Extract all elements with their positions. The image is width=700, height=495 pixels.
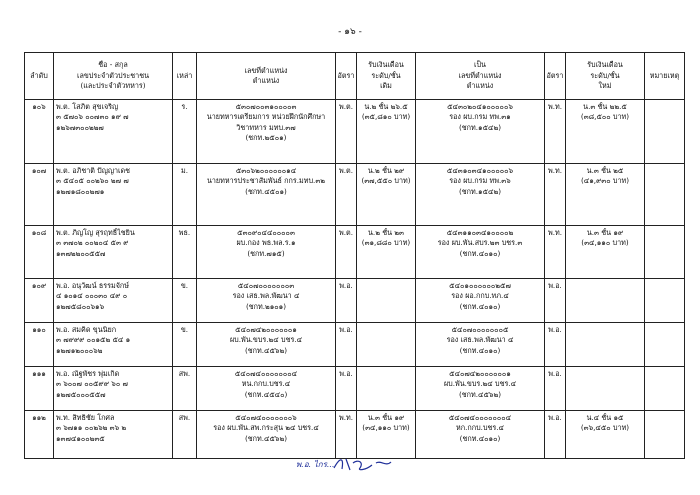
cell-new-rate: พ.อ. [545, 279, 566, 323]
cell-new-rate: พ.ท. [545, 100, 566, 164]
cell-remarks [645, 323, 685, 367]
cell-corps: ข. [173, 279, 197, 323]
cell-corps: ข. [173, 323, 197, 367]
table-row [25, 279, 685, 323]
cell-position: ๕๔๐๗๔๐๐๐๐๐๐๐๔ หน.กกบ.บชร.๔ (ชกท.๔๕๔๐) [197, 367, 336, 411]
cell-remarks [645, 100, 685, 164]
header-old-salary: รับเงินเดือน ระดับ/ชั้น เดิม [357, 53, 416, 100]
header-rate: อัตรา [336, 53, 357, 100]
cell-position: ๕๔๐๗๔๒๐๐๐๐๐๐๑ ผบ.พัน.ขบร.๒๔ บชร.๔ (ชกท.๔๕๖๒) [197, 323, 336, 367]
cell-new-salary [566, 367, 645, 411]
table-row [25, 164, 685, 226]
cell-name: พ.ท. สิทธิชัย โกศล ๓ ๖๗๑๑ ๐๐๒๖๒ ๓๖ ๒ ๑๓๗๔๑๐๐๒๓๕ [54, 411, 173, 459]
cell-new-salary [566, 323, 645, 367]
cell-rate: พ.ต. [336, 100, 357, 164]
header-position: เลขที่ตำแหน่ง ตำแหน่ง [197, 53, 336, 100]
cell-position: ๕๓๐๖๒๐๐๐๐๐๐๑๔ นายทหารประชาสัมพันธ์ กกร.มทบ.๓๒ (ชกท.๔๕๐๑) [197, 164, 336, 226]
cell-new-rate: พ.ท. [545, 164, 566, 226]
cell-position: ๕๓๐๗๐๐๓๑๐๐๐๐๓ นายทหารเตรียมการ หน่วยฝึกนักศึกษา วิชาทหาร มทบ.๓๗ (ชกท.๒๕๐๑) [197, 100, 336, 164]
table-row [25, 411, 685, 459]
cell-new-position: ๕๔๓๑๐๓๔๑๐๐๐๐๐๖ รอง ผบ.กรม ทพ.๓๖ (ชกท.๑๕๔๒) [416, 164, 545, 226]
cell-remarks [645, 226, 685, 279]
cell-old-salary [357, 279, 416, 323]
cell-name: พ.อ. ณัฐพัชร พุ่มเกิด ๓ ๖๐๐๗ ๐๐๕๙๙ ๖๐ ๗ ๑๒๗๕๐๐๐๕๕๗ [54, 367, 173, 411]
cell-rate: พ.ท. [336, 411, 357, 459]
cell-rate: พ.อ. [336, 367, 357, 411]
cell-seq: ๑๑๐ [25, 323, 54, 367]
table-row [25, 226, 685, 279]
cell-corps: สพ. [173, 411, 197, 459]
cell-seq: ๑๑๒ [25, 411, 54, 459]
cell-new-rate: พ.อ. [545, 323, 566, 367]
signature-text: พ.อ. ไกร... [296, 460, 335, 469]
cell-name: พ.ต. ภิญโญ สุรฤทธิ์ไชยิน ๓ ๓๗๐๒ ๐๐๒๐๔ ๕๓ ๙ ๑๓๗๒๒๐๐๕๕๗ [54, 226, 173, 279]
cell-seq: ๑๐๘ [25, 226, 54, 279]
cell-new-position: ๕๔๐๗๐๐๐๐๐๐๐๕ รอง เสธ.พล.พัฒนา ๔ (ชกท.๔๐๑๐) [416, 323, 545, 367]
cell-old-salary [357, 367, 416, 411]
cell-seq: ๑๐๖ [25, 100, 54, 164]
cell-rate: พ.ต. [336, 164, 357, 226]
cell-position: ๕๔๐๗๔๐๐๐๐๐๐๐๖ รอง ผบ.พัน.สพ.กระสุน ๒๔ บชร.๔ (ชกท.๔๕๖๒) [197, 411, 336, 459]
cell-new-salary: น.๔ ชั้น ๑๕ (๓๖,๔๕๐ บาท) [566, 411, 645, 459]
cell-new-position: ๕๔๓๐๒๐๔๑๐๐๐๐๐๖ รอง ผบ.กรม ทพ.๓๑ (ชกท.๑๕๔๒) [416, 100, 545, 164]
cell-seq: ๑๐๗ [25, 164, 54, 226]
header-new-position: เป็น เลขที่ตำแหน่ง ตำแหน่ง [416, 53, 545, 100]
cell-old-salary: น.๒ ชั้น ๒๖.๕ (๓๕,๘๑๐ บาท) [357, 100, 416, 164]
table-row [25, 367, 685, 411]
cell-remarks [645, 411, 685, 459]
cell-corps: ม. [173, 164, 197, 226]
cell-new-salary [566, 279, 645, 323]
cell-remarks [645, 164, 685, 226]
cell-new-position: ๕๔๓๑๑๐๓๔๑๐๐๐๐๒ รอง ผบ.พัน.สบร.๒๓ บชร.๓ (ชกท.๔๐๑๐) [416, 226, 545, 279]
header-new-salary: รับเงินเดือน ระดับ/ชั้น ใหม่ [566, 53, 645, 100]
cell-rate: พ.อ. [336, 279, 357, 323]
cell-position: ๕๔๐๗๐๐๐๐๐๐๐๓ รอง เสธ.พล.พัฒนา ๔ (ชกท.๒๑๐๑) [197, 279, 336, 323]
cell-corps: ร. [173, 100, 197, 164]
cell-old-salary: น.๒ ชั้น ๒๓ (๓๑,๘๘๐ บาท) [357, 226, 416, 279]
cell-old-salary: น.๒ ชั้น ๒๙ (๓๗,๕๕๐ บาท) [357, 164, 416, 226]
cell-new-position: ๕๔๐๗๔๒๐๐๐๐๐๐๑ ผบ.พัน.ขบร.๒๔ บชร.๔ (ชกท.๔๕๖๒) [416, 367, 545, 411]
cell-new-position: ๕๔๐๗๔๐๐๐๐๐๐๐๔ หก.กกบ.บชร.๔ (ชกท.๔๐๑๐) [416, 411, 545, 459]
header-name: ชื่อ - สกุล เลขประจำตัวประชาชน (และประจำตัวทหาร) [54, 53, 173, 100]
personnel-table [24, 52, 685, 459]
cell-rate: พ.ต. [336, 226, 357, 279]
cell-new-rate: พ.อ. [545, 367, 566, 411]
cell-position: ๕๓๐๙๐๔๔๐๐๐๐๓ ผบ.กอง พธ.พล.ร.๑ (ชกท.๗๑๕) [197, 226, 336, 279]
cell-name: พ.อ. สมคิด ขุนนิยก ๓ ๗๙๙๙ ๐๐๑๕๒ ๕๔ ๑ ๑๒๗๑๒๐๐๐๖๒ [54, 323, 173, 367]
cell-seq: ๑๐๙ [25, 279, 54, 323]
cell-new-salary: น.๓ ชั้น ๒๒.๕ (๓๘,๕๐๐ บาท) [566, 100, 645, 164]
cell-new-salary: น.๓ ชั้น ๑๙ (๓๔,๑๑๐ บาท) [566, 226, 645, 279]
cell-corps: พธ. [173, 226, 197, 279]
cell-new-position: ๕๔๐๑๐๐๐๐๐๐๒๕๗ รอง ผอ.กกบ.ทภ.๔ (ชกท.๔๐๑๐) [416, 279, 545, 323]
table-body [25, 100, 685, 459]
header-new-rate: อัตรา [545, 53, 566, 100]
cell-name: พ.ต. อภิชาติ ปัญญาเดช ๓ ๕๔๐๕ ๐๐๒๖๐ ๒๗ ๗ ๑๒๗๑๘๐๐๒๗๑ [54, 164, 173, 226]
header-remarks: หมายเหตุ [645, 53, 685, 100]
cell-remarks [645, 279, 685, 323]
cell-remarks [645, 367, 685, 411]
header-seq: ลำดับ [25, 53, 54, 100]
cell-new-salary: น.๓ ชั้น ๒๕ (๔๑,๙๓๐ บาท) [566, 164, 645, 226]
table-header [25, 53, 685, 100]
page-number: - ๑๖ - [338, 27, 362, 37]
signature [296, 453, 400, 475]
table-row [25, 323, 685, 367]
header-corps: เหล่า [173, 53, 197, 100]
cell-seq: ๑๑๑ [25, 367, 54, 411]
table-row [25, 100, 685, 164]
cell-name: พ.อ. อนุวัฒน์ ธรรมจักษ์ ๔ ๑๐๑๔ ๐๐๐๓๐ ๔๙ ๐ ๑๒๗๕๘๐๐๖๑๖ [54, 279, 173, 323]
cell-new-rate: พ.อ. [545, 411, 566, 459]
cell-new-rate: พ.ท. [545, 226, 566, 279]
cell-old-salary: น.๓ ชั้น ๑๙ (๓๔,๑๑๐ บาท) [357, 411, 416, 459]
cell-corps: สพ. [173, 367, 197, 411]
cell-name: พ.ต. โสภิต สุขเจริญ ๓ ๕๗๐๖ ๐๐๗๓๐ ๑๙ ๗ ๑๒๖๗๓๐๐๒๒๗ [54, 100, 173, 164]
cell-old-salary [357, 323, 416, 367]
cell-rate: พ.อ. [336, 323, 357, 367]
